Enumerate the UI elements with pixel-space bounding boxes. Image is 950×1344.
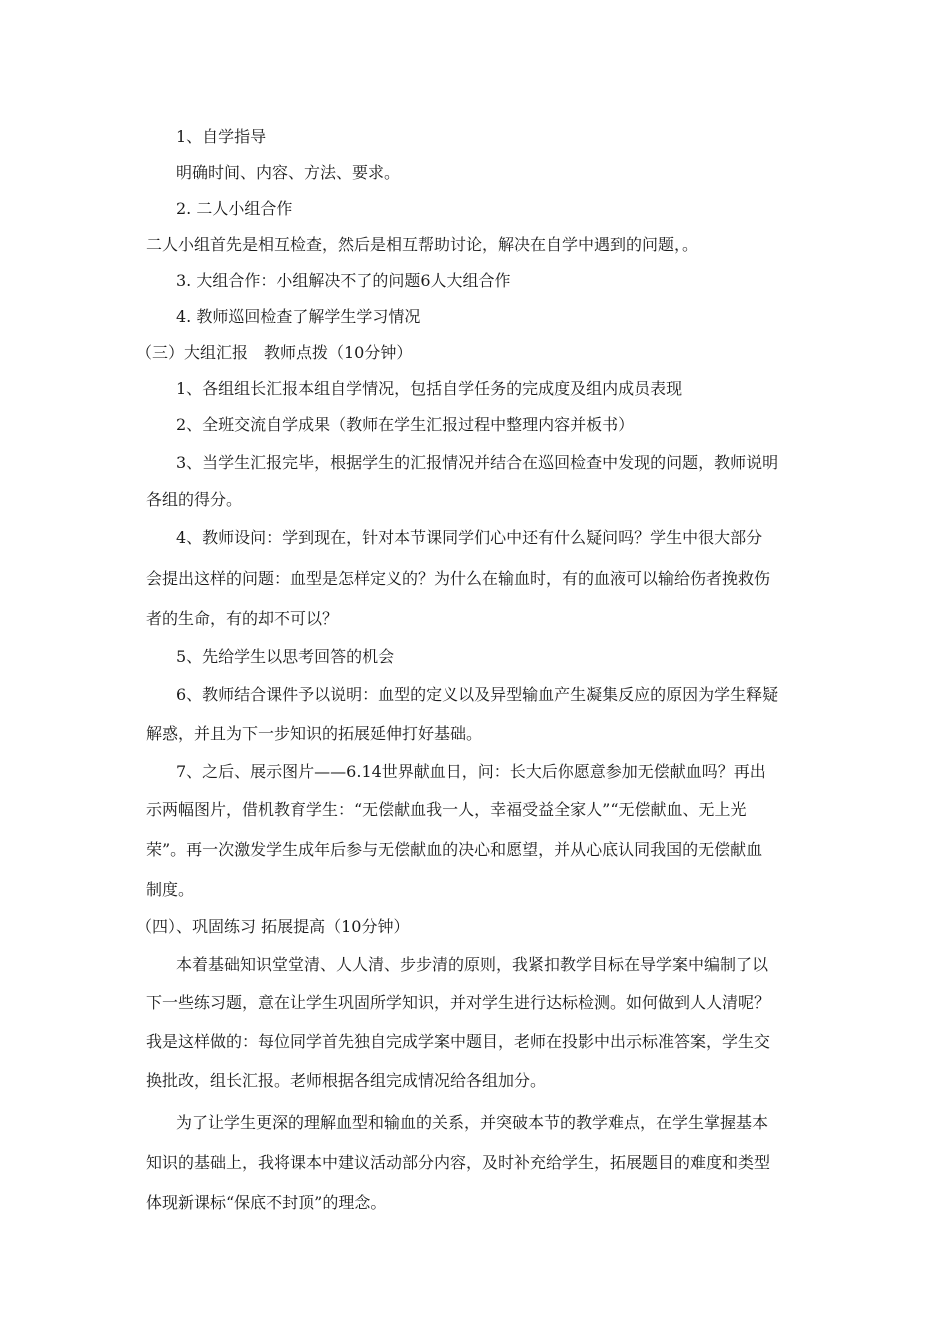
paragraph-line: 明确时间、内容、方法、要求。	[176, 163, 401, 182]
paragraph-line: 知识的基础上，我将课本中建议活动部分内容，及时补充给学生，拓展题目的难度和类型	[146, 1153, 771, 1172]
paragraph-line: 5、先给学生以思考回答的机会	[176, 647, 395, 666]
paragraph-line: 换批改，组长汇报。老师根据各组完成情况给各组加分。	[146, 1071, 547, 1090]
paragraph-line: 2. 二人小组合作	[176, 199, 293, 218]
paragraph-line: 3、当学生汇报完毕，根据学生的汇报情况并结合在巡回检查中发现的问题，教师说明	[176, 453, 779, 472]
paragraph-line: 3. 大组合作：小组解决不了的问题6人大组合作	[176, 271, 511, 290]
paragraph-line: 下一些练习题，意在让学生巩固所学知识，并对学生进行达标检测。如何做到人人清呢？	[146, 993, 771, 1012]
paragraph-line: 1、各组组长汇报本组自学情况，包括自学任务的完成度及组内成员表现	[176, 379, 683, 398]
section-heading: （四）、巩固练习 拓展提高（10分钟）	[136, 917, 410, 936]
paragraph-line: 会提出这样的问题：血型是怎样定义的？为什么在输血时，有的血液可以输给伤者挽救伤	[146, 569, 771, 588]
paragraph-line: 示两幅图片，借机教育学生：“无偿献血我一人，幸福受益全家人”“无偿献血、无上光	[146, 800, 747, 819]
paragraph-line: 1、自学指导	[176, 127, 267, 146]
paragraph-line: 为了让学生更深的理解血型和输血的关系，并突破本节的教学难点，在学生掌握基本	[176, 1113, 769, 1132]
paragraph-line: 4. 教师巡回检查了解学生学习情况	[176, 307, 421, 326]
paragraph-line: 体现新课标“保底不封顶”的理念。	[146, 1193, 387, 1212]
paragraph-line: 2、全班交流自学成果（教师在学生汇报过程中整理内容并板书）	[176, 415, 635, 434]
section-heading: （三）大组汇报 教师点拨（10分钟）	[136, 343, 413, 362]
paragraph-line: 本着基础知识堂堂清、人人清、步步清的原则，我紧扣教学目标在导学案中编制了以	[176, 955, 769, 974]
paragraph-line: 解惑，并且为下一步知识的拓展延伸打好基础。	[146, 724, 483, 743]
paragraph-line: 各组的得分。	[146, 490, 243, 509]
paragraph-line: 6、教师结合课件予以说明：血型的定义以及异型输血产生凝集反应的原因为学生释疑	[176, 685, 779, 704]
paragraph-line: 我是这样做的：每位同学首先独自完成学案中题目，老师在投影中出示标准答案，学生交	[146, 1032, 771, 1051]
paragraph-line: 4、教师设问：学到现在，针对本节课同学们心中还有什么疑问吗？学生中很大部分	[176, 528, 763, 547]
paragraph-line: 荣”。再一次激发学生成年后参与无偿献血的决心和愿望，并从心底认同我国的无偿献血	[146, 840, 763, 859]
paragraph-line: 者的生命，有的却不可以？	[146, 609, 339, 628]
paragraph-line: 二人小组首先是相互检查，然后是相互帮助讨论，解决在自学中遇到的问题，。	[146, 235, 699, 254]
paragraph-line: 制度。	[146, 880, 195, 899]
paragraph-line: 7、之后、展示图片——6.14世界献血日，问：长大后你愿意参加无偿献血吗？再出	[176, 762, 766, 781]
